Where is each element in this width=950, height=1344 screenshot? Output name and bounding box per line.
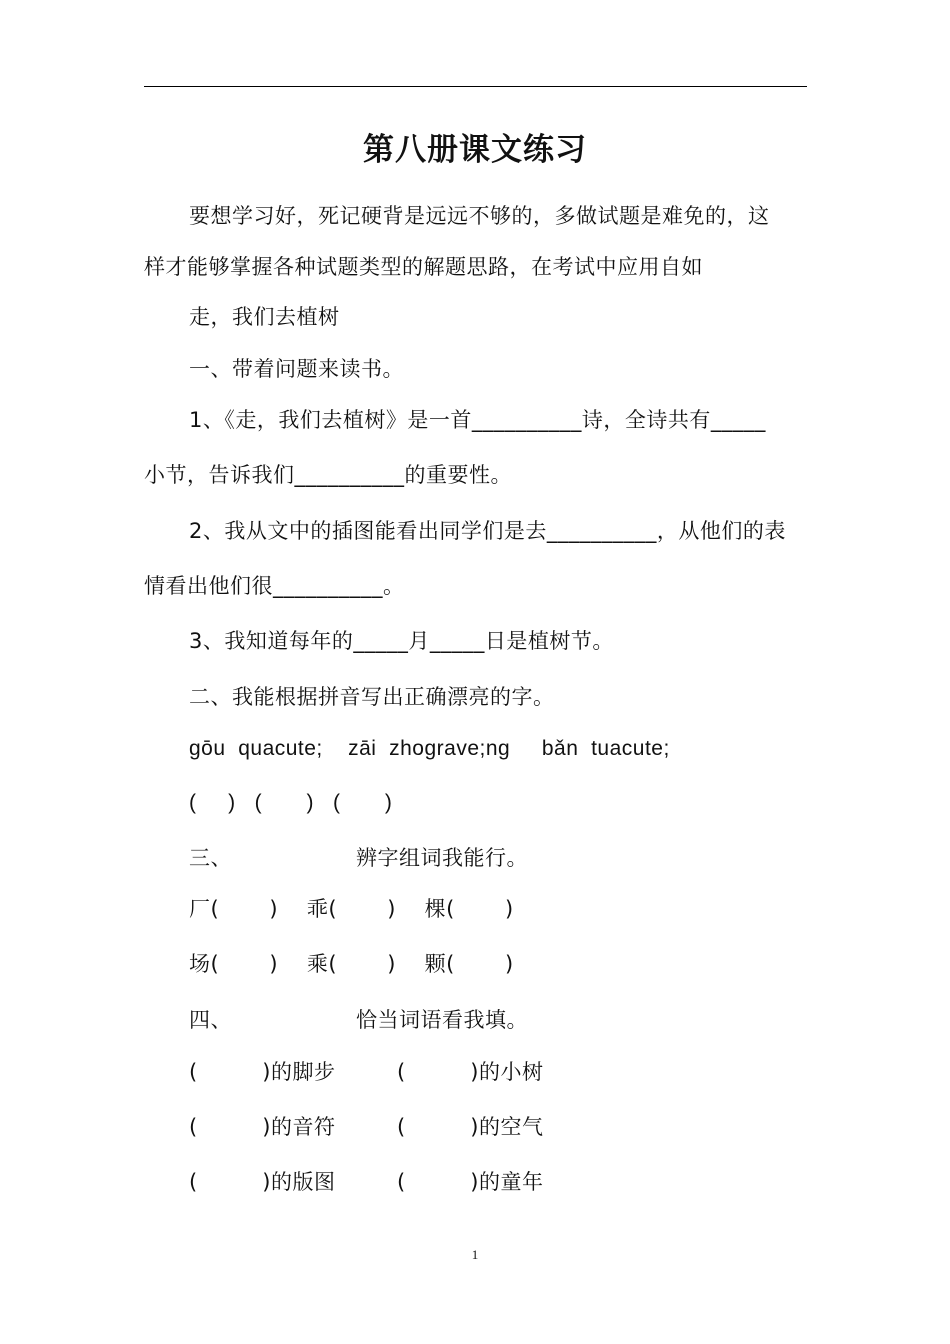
pinyin-line: gōu quacute; zāi zhograve;ng bǎn tuacute; <box>189 737 670 760</box>
intro-line-1: 要想学习好，死记硬背是远远不够的，多做试题是难免的，这 <box>189 204 770 228</box>
fill-row-2-left: ( )的音符 <box>189 1115 336 1139</box>
section3-heading-number: 三、 <box>189 846 232 870</box>
word-group-row-2: 场( ) 乘( ) 颗( ) <box>189 952 514 976</box>
section4-heading-number: 四、 <box>189 1008 232 1032</box>
question-3: 3、我知道每年的_____月_____日是植树节。 <box>189 629 614 653</box>
page-title: 第八册课文练习 <box>363 132 587 168</box>
fill-row-2-right: ( )的空气 <box>397 1115 544 1139</box>
fill-row-1-left: ( )的脚步 <box>189 1060 336 1084</box>
pinyin-blanks: ( ) ( ) ( ) <box>189 791 393 814</box>
question-2-line-2: 情看出他们很__________。 <box>144 574 405 598</box>
header-rule <box>144 86 807 87</box>
fill-row-3-left: ( )的版图 <box>189 1170 336 1194</box>
question-1-line-1: 1、《走，我们去植树》是一首__________诗，全诗共有_____ <box>189 408 766 432</box>
word-group-row-1: 厂( ) 乖( ) 棵( ) <box>189 897 514 921</box>
question-2-line-1: 2、我从文中的插图能看出同学们是去__________，从他们的表 <box>189 519 786 543</box>
section1-heading: 一、带着问题来读书。 <box>189 357 404 381</box>
question-1-line-2: 小节，告诉我们__________的重要性。 <box>144 463 512 487</box>
section3-heading: 辨字组词我能行。 <box>356 846 528 870</box>
fill-row-1-right: ( )的小树 <box>397 1060 544 1084</box>
section2-heading: 二、我能根据拼音写出正确漂亮的字。 <box>189 685 555 709</box>
page-number: 1 <box>471 1247 479 1262</box>
section4-heading: 恰当词语看我填。 <box>356 1008 528 1032</box>
lesson-title: 走，我们去植树 <box>189 305 340 329</box>
intro-line-2: 样才能够掌握各种试题类型的解题思路，在考试中应用自如 <box>144 255 703 279</box>
fill-row-3-right: ( )的童年 <box>397 1170 544 1194</box>
